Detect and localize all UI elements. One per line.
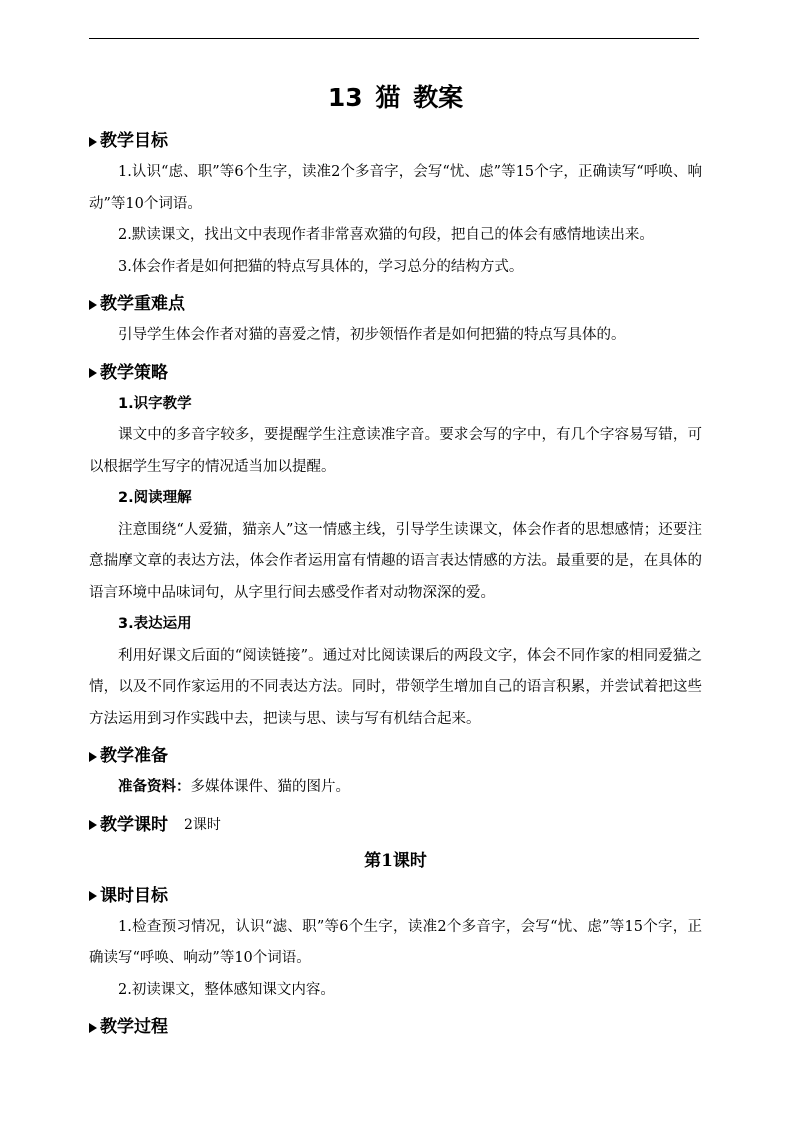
key-points-text: 引导学生体会作者对猫的喜爱之情，初步领悟作者是如何把猫的特点写具体的。	[118, 327, 626, 343]
section-heading-text: 教学策略	[100, 362, 168, 383]
triangle-bullet-icon	[89, 820, 97, 830]
document-body	[89, 76, 702, 1043]
strategy-subheading: 3.表达运用	[118, 616, 192, 632]
section-heading-period-goals	[89, 881, 702, 912]
triangle-bullet-icon	[89, 752, 97, 762]
period-goal-item: 2.初读课文，整体感知课文内容。	[118, 981, 335, 998]
section-heading-text: 教学课时	[100, 814, 168, 835]
goal-item: 3.体会作者是如何把猫的特点写具体的，学习总分的结构方式。	[118, 258, 524, 275]
hours-value: 2课时	[184, 816, 221, 833]
page-title: 13 猫 教案	[327, 83, 464, 112]
section-heading-hours	[89, 810, 702, 841]
period-title: 第1课时	[364, 850, 427, 871]
strategy-subheading: 1.识字教学	[118, 395, 192, 412]
triangle-bullet-icon	[89, 891, 97, 901]
period-goal-item: 1.检查预习情况，认识“滤、职”等6个生字，读准2个多音字，会写“忧、虑”等15个字，正确读写“呼唤、响动”等10个词语。	[89, 918, 702, 966]
strategy-text: 利用好课文后面的“阅读链接”。通过对比阅读课后的两段文字，体会不同作家的相同爱猫之情，以及不同作家运用的不同表达方法。同时，带领学生增加自己的语言积累，并尝试着把这些方法运用到习作实践中去，把读与思、读与写有机结合起来。	[89, 647, 702, 727]
section-heading-text: 教学过程	[100, 1017, 168, 1037]
section-heading-process	[89, 1012, 702, 1043]
goal-item: 2.默读课文，找出文中表现作者非常喜欢猫的句段，把自己的体会有感情地读出来。	[118, 227, 654, 243]
triangle-bullet-icon	[89, 300, 97, 310]
preparation-label: 准备资料：	[118, 779, 191, 795]
section-heading-key-points	[89, 289, 702, 320]
triangle-bullet-icon	[89, 137, 97, 147]
section-heading-text: 教学目标	[100, 131, 168, 151]
strategy-text: 课文中的多音字较多，要提醒学生注意读准字音。要求会写的字中，有几个字容易写错，可以根据学生写字的情况适当加以提醒。	[89, 427, 702, 475]
section-heading-text: 教学重难点	[100, 294, 185, 314]
triangle-bullet-icon	[89, 1023, 97, 1033]
section-heading-text: 课时目标	[100, 885, 168, 906]
strategy-text: 注意围绕“人爱猫，猫亲人”这一情感主线，引导学生读课文，体会作者的思想感情；还要注意揣摩文章的表达方法，体会作者运用富有情趣的语言表达情感的方法。最重要的是，在具体的语言环境中品味词句，从字里行间去感受作者对动物深深的爱。	[89, 521, 702, 601]
section-heading-strategy	[89, 358, 702, 389]
goal-item: 1.认识“虑、职”等6个生字，读准2个多音字，会写“忧、虑”等15个字，正确读写“呼唤、响动”等10个词语。	[89, 164, 702, 212]
preparation-line	[89, 772, 702, 804]
preparation-text: 多媒体课件、猫的图片。	[190, 779, 350, 795]
section-heading-text: 教学准备	[100, 746, 168, 766]
triangle-bullet-icon	[89, 368, 97, 378]
section-heading-goals	[89, 126, 702, 157]
header-rule	[89, 38, 699, 39]
section-heading-preparation	[89, 741, 702, 772]
strategy-subheading: 2.阅读理解	[118, 490, 192, 506]
